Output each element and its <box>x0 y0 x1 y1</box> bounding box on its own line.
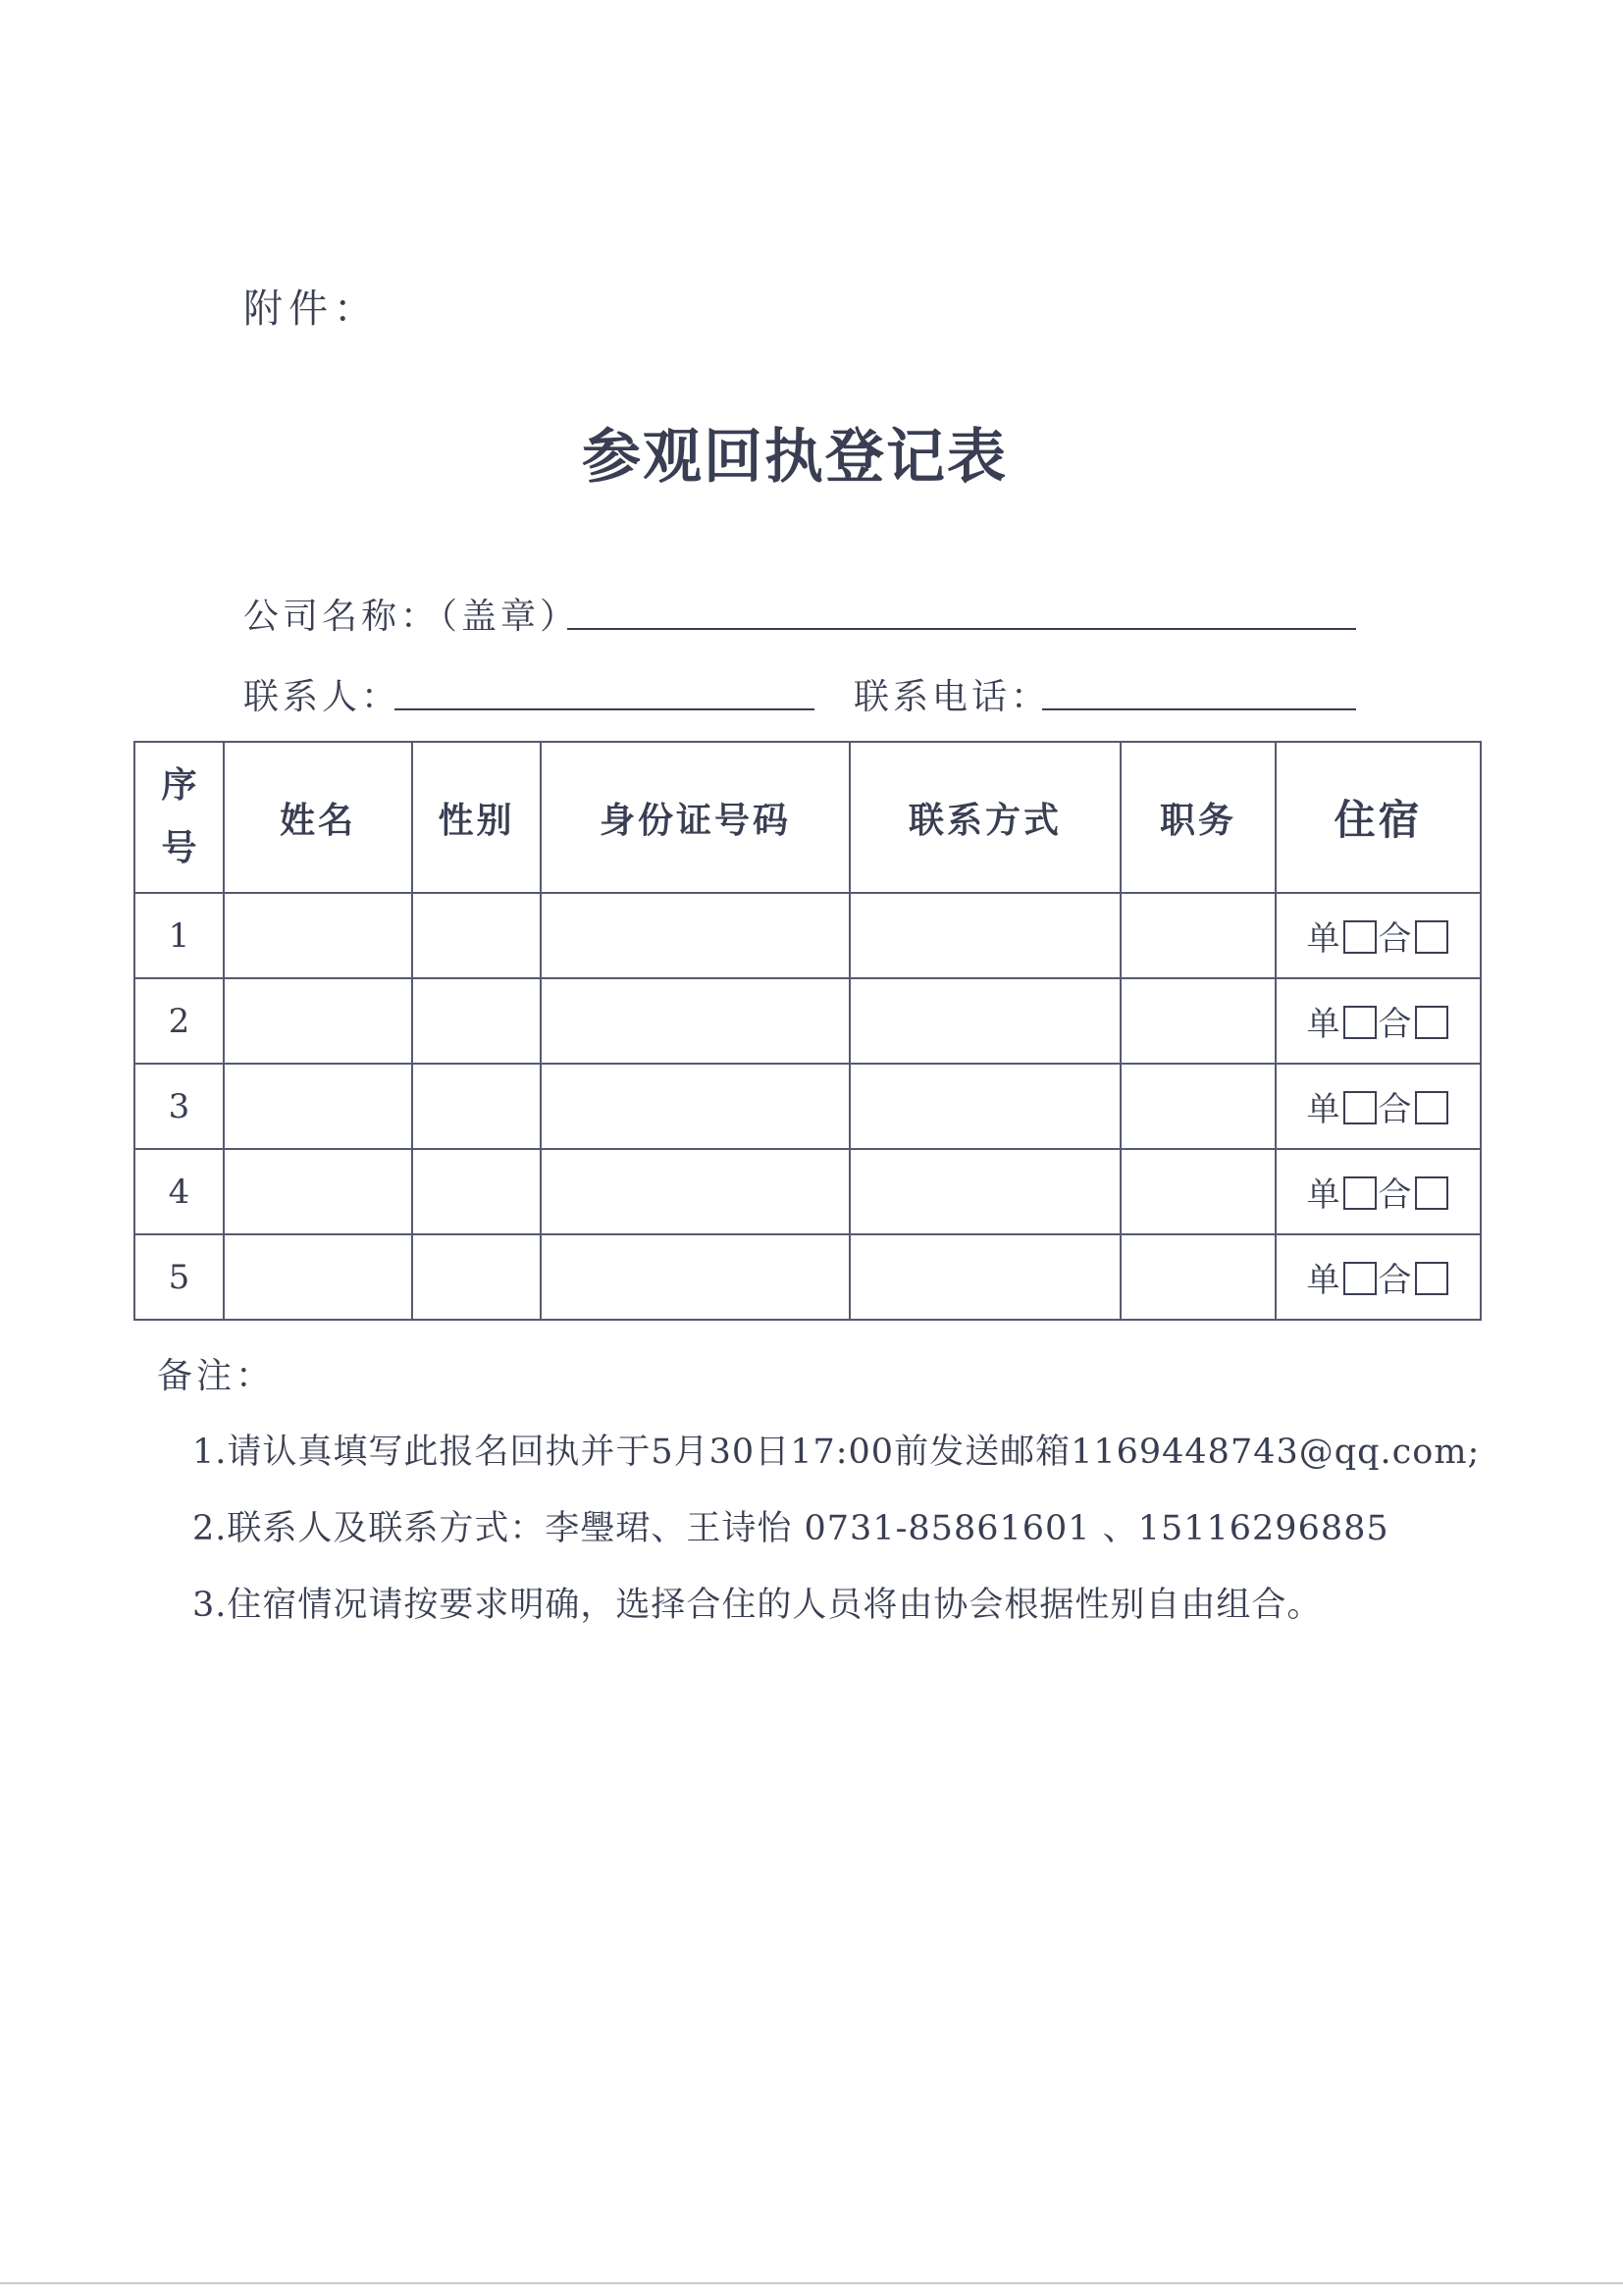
company-name-label: 公司名称：（盖章） <box>243 597 580 637</box>
name-cell[interactable] <box>224 1064 412 1149</box>
header-seq-line1: 序 <box>161 765 197 806</box>
table-row <box>134 978 1481 1064</box>
shared-label: 合 <box>1378 1005 1413 1044</box>
row-seq: 2 <box>134 978 224 1064</box>
remark-note-2: 2.联系人及联系方式：李璺珺、王诗怡 0731-85861601 、15116296885 <box>192 1509 1389 1548</box>
contact-phone-line[interactable] <box>1042 708 1356 710</box>
id-number-cell[interactable] <box>541 893 850 978</box>
accommodation-cell <box>1276 1064 1481 1149</box>
single-checkbox[interactable] <box>1343 1006 1377 1039</box>
header-id-number: 身份证号码 <box>541 742 850 893</box>
scan-edge-rule <box>0 2282 1623 2284</box>
shared-label: 合 <box>1378 1090 1413 1129</box>
position-cell[interactable] <box>1121 893 1276 978</box>
remark-note-1: 1.请认真填写此报名回执并于5月30日17:00前发送邮箱1169448743@qq.com; <box>192 1433 1481 1472</box>
single-label: 单 <box>1306 1005 1341 1044</box>
gender-cell[interactable] <box>412 1234 541 1320</box>
row-seq: 4 <box>134 1149 224 1234</box>
single-label: 单 <box>1306 919 1341 959</box>
accommodation-cell <box>1276 893 1481 978</box>
id-number-cell[interactable] <box>541 1064 850 1149</box>
shared-checkbox[interactable] <box>1415 1006 1448 1039</box>
contact-person-line[interactable] <box>394 708 814 710</box>
name-cell[interactable] <box>224 1234 412 1320</box>
single-label: 单 <box>1306 1175 1341 1215</box>
name-cell[interactable] <box>224 1149 412 1234</box>
contact-cell[interactable] <box>850 1064 1121 1149</box>
header-seq <box>134 742 224 893</box>
shared-label: 合 <box>1378 1261 1413 1300</box>
gender-cell[interactable] <box>412 978 541 1064</box>
header-accommodation: 住宿 <box>1276 742 1481 893</box>
name-cell[interactable] <box>224 893 412 978</box>
registration-table <box>133 741 1482 1321</box>
company-name-line[interactable] <box>567 628 1356 630</box>
table-row <box>134 893 1481 978</box>
shared-checkbox[interactable] <box>1415 1262 1448 1295</box>
accommodation-cell <box>1276 1149 1481 1234</box>
single-checkbox[interactable] <box>1343 1091 1377 1124</box>
header-contact: 联系方式 <box>850 742 1121 893</box>
gender-cell[interactable] <box>412 1149 541 1234</box>
contact-phone-label: 联系电话： <box>854 677 1051 717</box>
single-checkbox[interactable] <box>1343 920 1377 954</box>
table-row <box>134 1234 1481 1320</box>
contact-cell[interactable] <box>850 893 1121 978</box>
accommodation-cell <box>1276 1234 1481 1320</box>
header-gender: 性别 <box>412 742 541 893</box>
shared-label: 合 <box>1378 1175 1413 1215</box>
gender-cell[interactable] <box>412 1064 541 1149</box>
attachment-label: 附件： <box>243 287 379 332</box>
position-cell[interactable] <box>1121 1234 1276 1320</box>
header-position: 职务 <box>1121 742 1276 893</box>
header-name: 姓名 <box>224 742 412 893</box>
single-label: 单 <box>1306 1090 1341 1129</box>
name-cell[interactable] <box>224 978 412 1064</box>
position-cell[interactable] <box>1121 978 1276 1064</box>
row-seq: 1 <box>134 893 224 978</box>
gender-cell[interactable] <box>412 893 541 978</box>
shared-checkbox[interactable] <box>1415 1176 1448 1210</box>
id-number-cell[interactable] <box>541 1234 850 1320</box>
table-header-row <box>134 742 1481 893</box>
table-row <box>134 1149 1481 1234</box>
table-row <box>134 1064 1481 1149</box>
header-seq-line2: 号 <box>161 828 197 868</box>
document-title: 参观回执登记表 <box>582 423 1008 492</box>
id-number-cell[interactable] <box>541 978 850 1064</box>
contact-person-label: 联系人： <box>243 677 401 717</box>
shared-checkbox[interactable] <box>1415 920 1448 954</box>
contact-cell[interactable] <box>850 1234 1121 1320</box>
accommodation-cell <box>1276 978 1481 1064</box>
shared-checkbox[interactable] <box>1415 1091 1448 1124</box>
single-label: 单 <box>1306 1261 1341 1300</box>
id-number-cell[interactable] <box>541 1149 850 1234</box>
shared-label: 合 <box>1378 919 1413 959</box>
contact-cell[interactable] <box>850 978 1121 1064</box>
contact-cell[interactable] <box>850 1149 1121 1234</box>
single-checkbox[interactable] <box>1343 1262 1377 1295</box>
remark-note-3: 3.住宿情况请按要求明确，选择合住的人员将由协会根据性别自由组合。 <box>192 1586 1323 1625</box>
position-cell[interactable] <box>1121 1149 1276 1234</box>
row-seq: 5 <box>134 1234 224 1320</box>
position-cell[interactable] <box>1121 1064 1276 1149</box>
remarks-title: 备注： <box>157 1356 276 1396</box>
row-seq: 3 <box>134 1064 224 1149</box>
single-checkbox[interactable] <box>1343 1176 1377 1210</box>
